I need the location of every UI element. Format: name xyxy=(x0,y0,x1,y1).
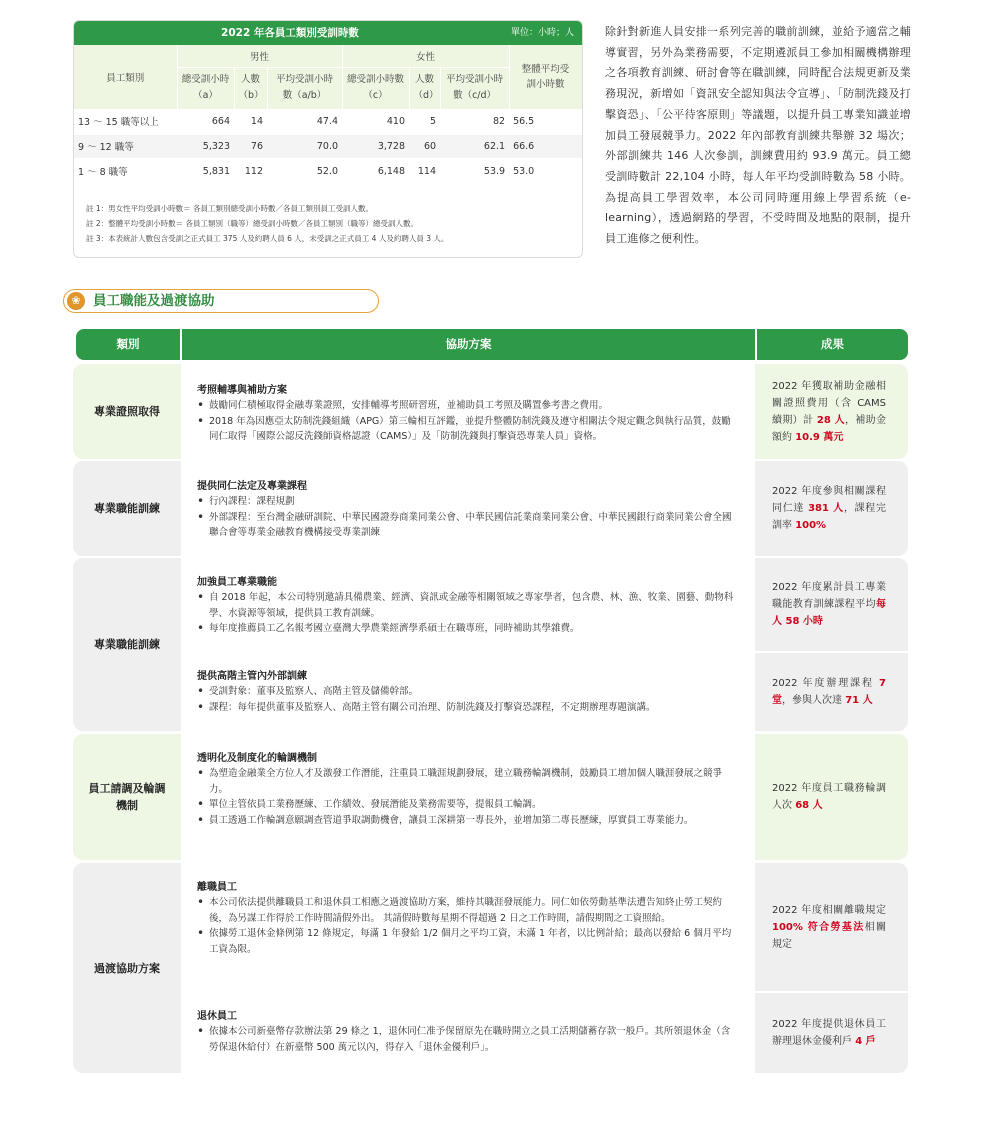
plan-cell xyxy=(183,461,755,556)
table-row xyxy=(74,159,582,184)
bullet-item: • 2018 年為因應亞太防制洗錢組織（APG）第三輪相互評鑑，並提升整體防制洗錢及遵守相關法令規定觀念與執行品質，鼓勵同仁取得「國際公認反洗錢師資格認證（CAMS）」及「防制洗錢與打擊資恐專業人員」資格。 xyxy=(197,414,737,445)
result-cell xyxy=(756,653,908,731)
note: 註 2：整體平均受訓小時數＝ 各員工類別（職等）總受訓小時數／各員工類別（職等）總受訓人數。 xyxy=(86,219,419,228)
male-count: 76 xyxy=(234,134,267,159)
header-female: 女性 xyxy=(342,45,509,67)
female-avg: 53.9 xyxy=(440,159,509,184)
bullet-item: • 行內課程：課程規劃 xyxy=(197,494,737,510)
category-label: 專業職能訓練 xyxy=(94,502,160,515)
note: 註 3：本表統計人數包含受訓之正式員工 375 人及約聘人員 6 人，未受訓之正式員工 4 人及約聘人員 3 人。 xyxy=(86,234,449,243)
result-text: 2022 年度提供退休員工辦理退休金優利戶 4 戶 xyxy=(772,1019,886,1047)
plan-row xyxy=(183,734,908,860)
plan-bullets xyxy=(197,895,737,957)
bullet-item: • 自 2018 年起，本公司特別邀請具備農業、經濟、資訊或金融等相關領域之專家學者，包含農、林、漁、牧業、園藝、動物科學、水資源等領域，提供員工教育訓練。 xyxy=(197,590,737,621)
bullet-item: • 受訓對象：董事及監察人、高階主管及儲備幹部。 xyxy=(197,684,737,700)
stats-title: 2022 年各員工類別受訓時數 xyxy=(221,27,359,39)
stats-title-bar xyxy=(74,21,582,45)
plan-bullets xyxy=(197,590,737,637)
plan-title: 離職員工 xyxy=(197,882,237,893)
training-hours-table xyxy=(73,20,583,258)
bullet-item: • 依據勞工退休金條例第 12 條規定，每滿 1 年發給 1/2 個月之平均工資，未滿 1 年者，以比例計給；最高以發給 6 個月平均工資為限。 xyxy=(197,926,737,957)
male-count: 14 xyxy=(234,109,267,134)
result-text: 2022 年度員工職務輪調人次 68 人 xyxy=(772,783,886,811)
plan-row xyxy=(183,993,908,1073)
plan-row xyxy=(183,364,908,459)
result-text: 2022 年度辦理課程 7 堂，參與人次達 71 人 xyxy=(772,678,886,706)
row-category: 1 ～ 8 職等 xyxy=(74,159,177,184)
plan-cell xyxy=(183,653,755,731)
bullet-item: • 依據本公司新臺幣存款辦法第 29 條之 1，退休同仁准予保留原先在職時開立之員工活期儲蓄存款一般戶。其所領退休金（含勞保退休給付）在新臺幣 500 萬元以內，得存入「退休金優利戶」。 xyxy=(197,1024,737,1055)
result-cell xyxy=(756,364,908,459)
female-avg: 62.1 xyxy=(440,134,509,159)
female-hours: 3,728 xyxy=(342,134,409,159)
plan-title: 考照輔導與補助方案 xyxy=(197,385,287,396)
total-avg: 53.0 xyxy=(509,159,582,184)
female-count: 114 xyxy=(409,159,440,184)
header-male-avg: 平均受訓小時數（a/b） xyxy=(267,67,342,109)
column-header-result: 成果 xyxy=(757,329,908,360)
result-text: 2022 年度參與相關課程同仁達 381 人，課程完訓率 100% xyxy=(772,486,887,531)
row-category: 9 ～ 12 職等 xyxy=(74,134,177,159)
row-category: 13 ～ 15 職等以上 xyxy=(74,109,177,134)
plan-row xyxy=(183,558,908,651)
bullet-item: • 每年度推薦員工乙名報考國立臺灣大學農業經濟學系碩士在職專班，同時補助其學雜費。 xyxy=(197,621,737,637)
plan-title: 透明化及制度化的輪調機制 xyxy=(197,753,317,764)
section-heading xyxy=(63,289,379,313)
category-label: 專業證照取得 xyxy=(94,405,160,418)
column-header-category: 類別 xyxy=(76,329,180,360)
plan-bullets xyxy=(197,684,737,715)
result-cell xyxy=(756,863,908,991)
header-total: 整體平均受訓小時數 xyxy=(509,45,582,109)
plan-row xyxy=(183,653,908,731)
plan-cell xyxy=(183,993,755,1073)
result-cell xyxy=(756,734,908,860)
male-avg: 70.0 xyxy=(267,134,342,159)
total-avg: 66.6 xyxy=(509,134,582,159)
result-text: 2022 年度累計員工專業職能教育訓練課程平均每人 58 小時 xyxy=(772,582,886,627)
table-row xyxy=(74,134,582,159)
bullet-item: • 外部課程：至台灣金融研訓院、中華民國證券商業同業公會、中華民國信託業商業同業公會、中華民國銀行商業同業公會全國聯合會等專業金融教育機構接受專業訓練 xyxy=(197,510,737,541)
stats-notes xyxy=(86,201,448,246)
total-avg: 56.5 xyxy=(509,109,582,134)
plan-bullets xyxy=(197,766,737,828)
header-male-hours: 總受訓小時（a） xyxy=(177,67,234,109)
bullet-item: • 課程：每年提供董事及監察人、高階主管有關公司治理、防制洗錢及打擊資恐課程，不定期辦理專題演講。 xyxy=(197,700,737,716)
section-transition xyxy=(73,863,908,1073)
section-title: 員工職能及過渡協助 xyxy=(93,293,215,309)
female-count: 60 xyxy=(409,134,440,159)
plan-cell xyxy=(183,558,755,651)
header-male-count: 人數（b） xyxy=(234,67,267,109)
category-label: 專業職能訓練 xyxy=(94,638,160,651)
result-cell xyxy=(756,558,908,651)
note: 註 1：男女性平均受訓小時數＝ 各員工類別總受訓小時數／各員工類別員工受訓人數。 xyxy=(86,204,374,213)
section-certification xyxy=(73,364,908,459)
female-count: 5 xyxy=(409,109,440,134)
column-header-plan: 協助方案 xyxy=(182,329,755,360)
section-rotation xyxy=(73,734,908,860)
header-female-count: 人數（d） xyxy=(409,67,440,109)
female-hours: 410 xyxy=(342,109,409,134)
bullet-item: • 本公司依法提供離職員工和退休員工相應之過渡協助方案，維持其職涯發展能力。同仁如依勞動基準法遭告知終止勞工契約後，為另謀工作得於工作時間請假外出。 其請假時數每星期不得超過 2 日之工作時間，請假期間之工資照給。 xyxy=(197,895,737,926)
plan-bullets xyxy=(197,494,737,541)
plan-cell xyxy=(183,734,755,860)
plan-title: 提供高階主管內外部訓練 xyxy=(197,671,307,682)
header-female-avg: 平均受訓小時數（c/d） xyxy=(440,67,509,109)
bullet-item: • 鼓勵同仁積極取得金融專業證照，安排輔導考照研習班，並補助員工考照及購置參考書之費用。 xyxy=(197,398,737,414)
wheat-icon: ❀ xyxy=(67,292,85,310)
result-cell xyxy=(756,461,908,556)
plan-title: 提供同仁法定及專業課程 xyxy=(197,481,307,492)
result-text: 2022 年度相關離職規定 100% 符合勞基法相關規定 xyxy=(772,904,886,950)
header-female-hours: 總受訓小時數（c） xyxy=(342,67,409,109)
plan-bullets xyxy=(197,1024,737,1055)
female-hours: 6,148 xyxy=(342,159,409,184)
section-professional-skills xyxy=(73,558,908,731)
plan-title: 退休員工 xyxy=(197,1011,237,1022)
male-hours: 5,831 xyxy=(177,159,234,184)
plan-row xyxy=(183,863,908,991)
stats-grid xyxy=(74,45,583,185)
category-label: 過渡協助方案 xyxy=(94,961,160,975)
male-avg: 52.0 xyxy=(267,159,342,184)
male-hours: 664 xyxy=(177,109,234,134)
header-male: 男性 xyxy=(177,45,342,67)
male-count: 112 xyxy=(234,159,267,184)
section-professional-training xyxy=(73,461,908,556)
plan-title: 加強員工專業職能 xyxy=(197,577,277,588)
plan-cell xyxy=(183,364,755,459)
result-text: 2022 年獲取補助金融相關證照費用（含 CAMS 續期）計 28 人，補助金額約 10.9 萬元 xyxy=(772,380,887,443)
stats-unit: 單位：小時；人 xyxy=(510,28,574,38)
category-label: 員工請調及輪調機制 xyxy=(88,782,166,812)
plan-cell xyxy=(183,863,755,991)
table-row xyxy=(74,109,582,134)
header-category: 員工類別 xyxy=(74,45,177,109)
plan-row xyxy=(183,461,908,556)
bullet-item: • 為塑造金融業全方位人才及激發工作潛能，注重員工職涯規劃發展，建立職務輪調機制，鼓勵員工增加個人職涯發展之競爭力。 xyxy=(197,766,737,797)
plan-bullets xyxy=(197,398,737,445)
male-hours: 5,323 xyxy=(177,134,234,159)
female-avg: 82 xyxy=(440,109,509,134)
bullet-item: • 單位主管依員工業務歷練、工作績效、發展潛能及業務需要等，提報員工輪調。 xyxy=(197,797,737,813)
bullet-item: • 員工透過工作輪調意願調查管道爭取調動機會，讓員工深耕第一專長外，並增加第二專長歷練，厚實員工專業能力。 xyxy=(197,813,737,829)
intro-paragraph: 除針對新進人員安排一系列完善的職前訓練，並給予適當之輔導實習，另外為業務需要，不定期遴派員工參加相關機構辦理之各項教育訓練、研討會等在職訓練，同時配合法規更新及業務現況，新增如「資訊安全認知與法令宣導」、「防制洗錢及打擊資恐」、「公平待客原則」等議題，以提升員工專業知識並增加員工發展競爭力。2022 年內部教育訓練共舉辦 32 場次；外部訓練共 146 人次參訓，訓練費用約 93.9 萬元。員工總受訓時數計 22,104 小時，每人年平均受訓時數為 58 小時。為提高員工學習效率，本公司同時運用線上學習系統（e-learning），透過網路的學習，不受時間及地點的限制，提升員工進修之便利性。 xyxy=(605,25,911,246)
result-cell xyxy=(756,993,908,1073)
male-avg: 47.4 xyxy=(267,109,342,134)
